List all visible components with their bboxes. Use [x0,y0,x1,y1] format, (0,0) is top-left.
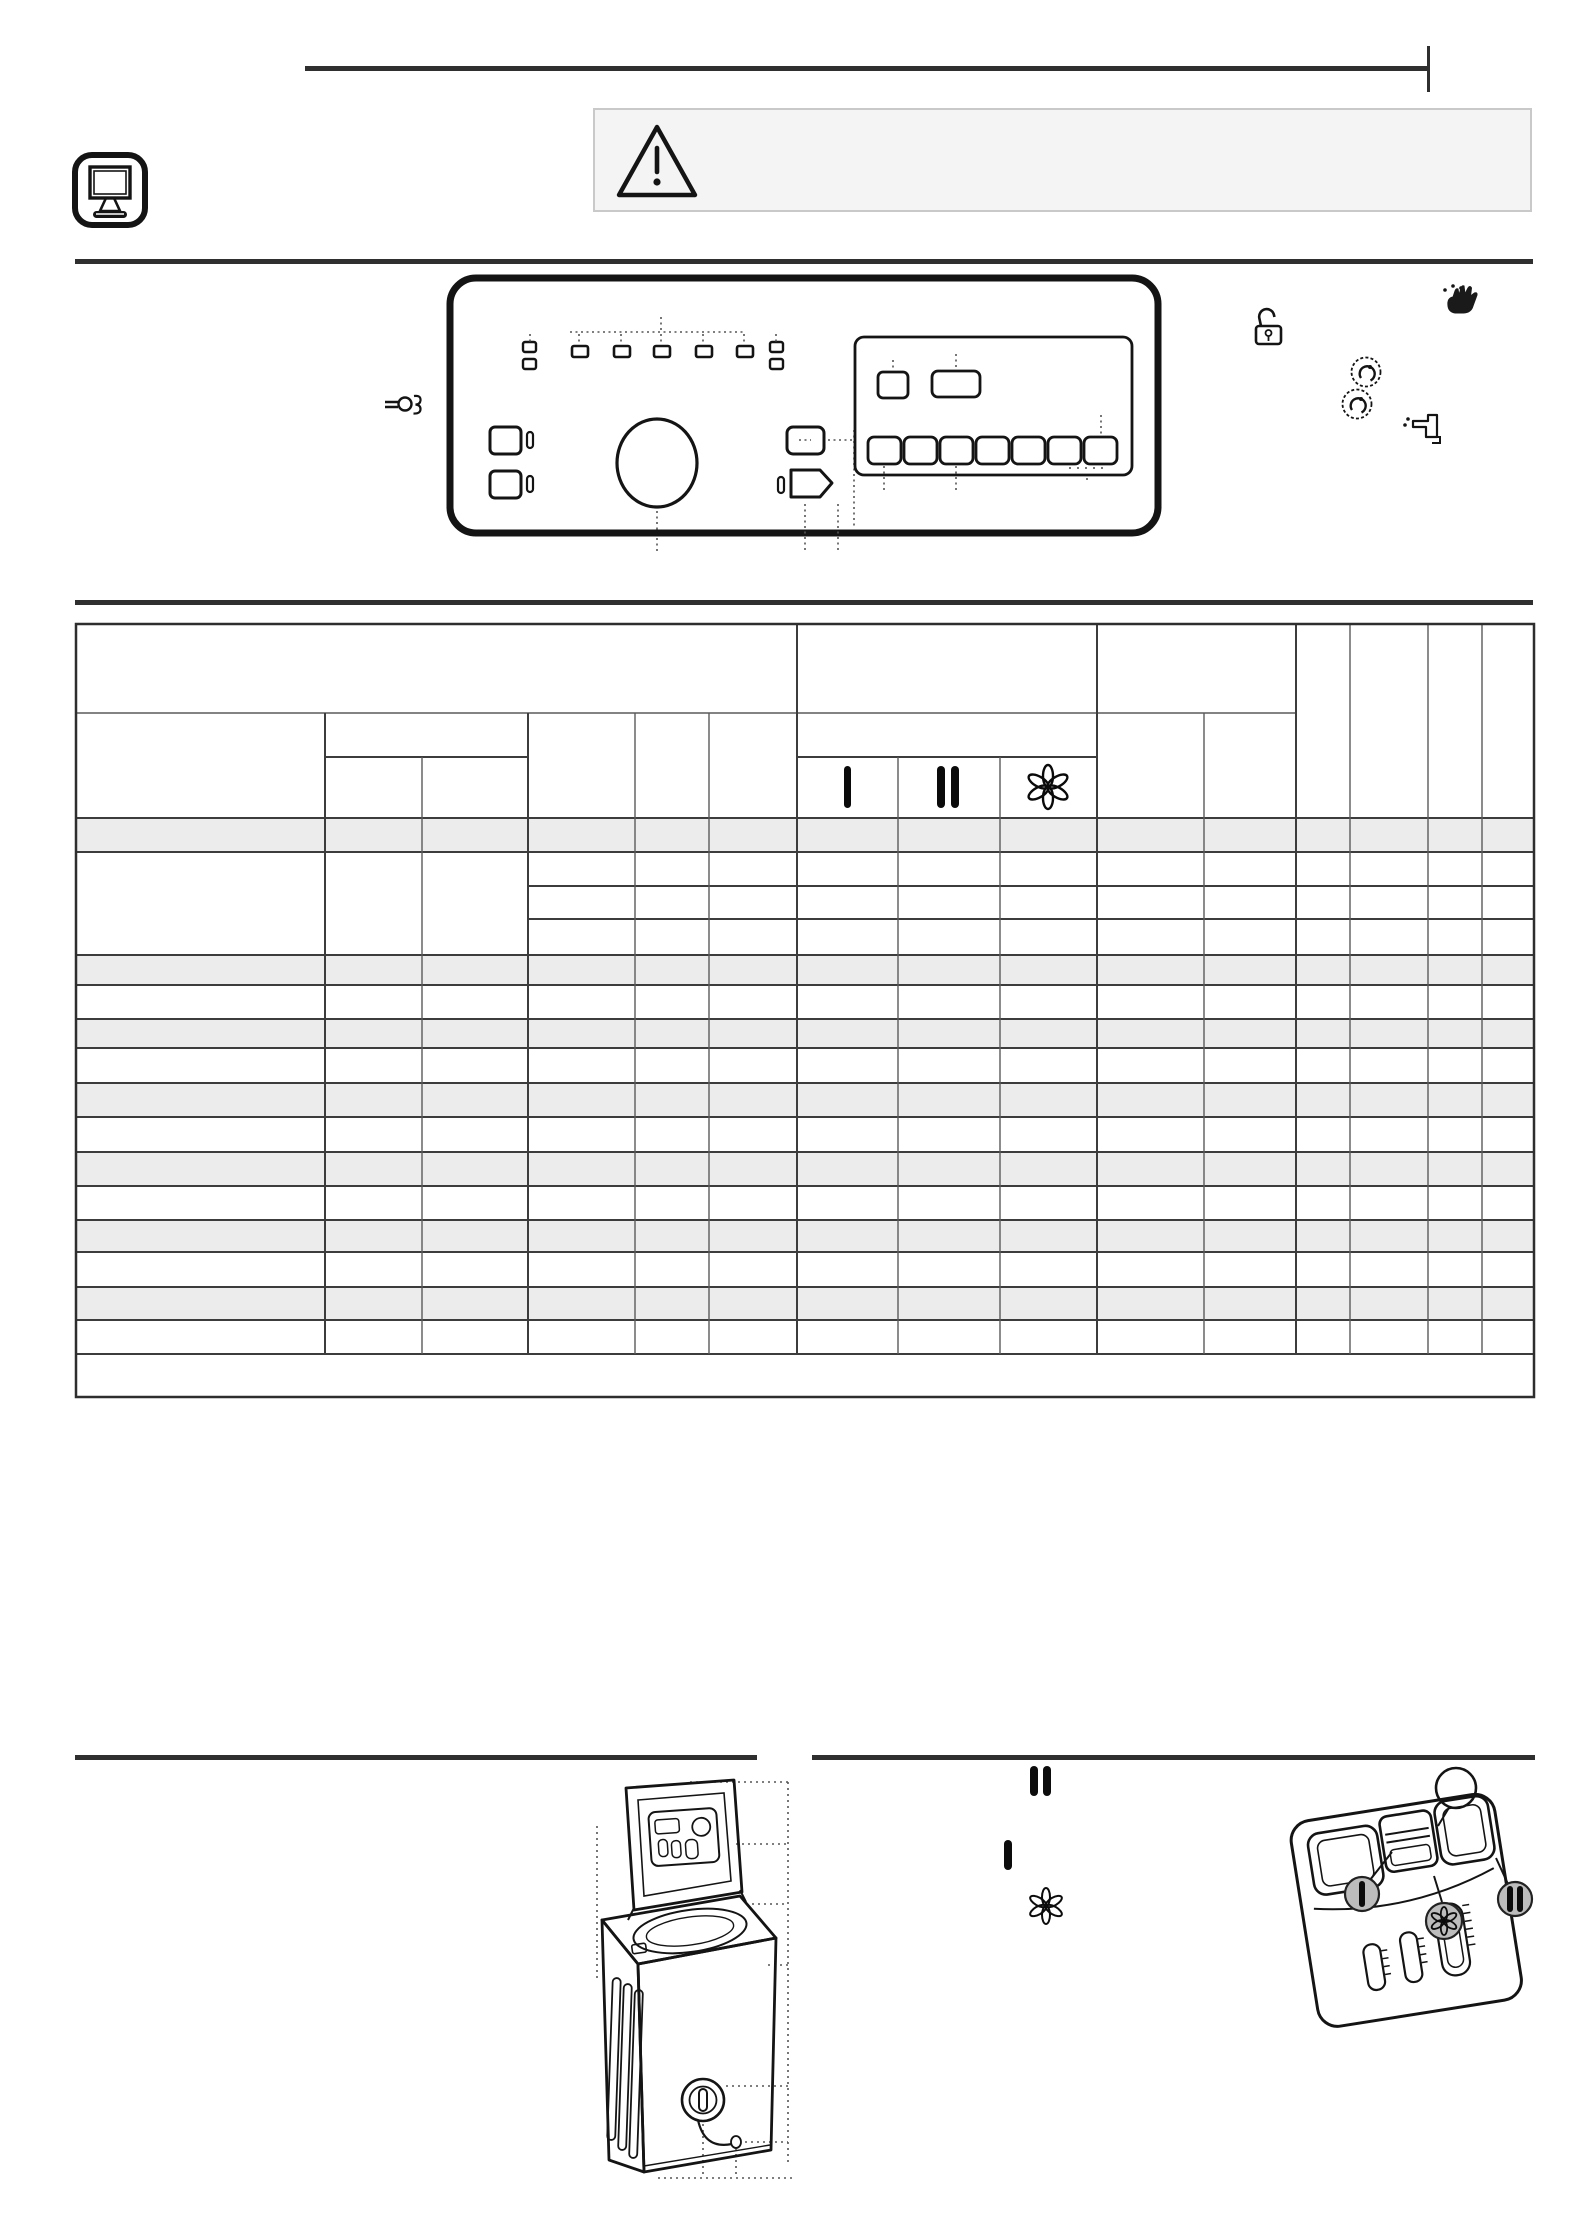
subpanel-button [904,437,937,464]
table-border [76,624,1534,1397]
table-row [77,1287,1533,1320]
subpanel-outline [855,337,1132,475]
badge-I [1345,1877,1379,1911]
led [614,346,630,357]
table-row [77,818,1533,852]
led [770,359,783,369]
program-table [75,623,1535,1398]
spin-icon [1352,358,1381,387]
key-icon [385,396,421,414]
led [770,342,783,352]
detergent-I-icon [844,766,851,808]
subpanel-button [868,437,901,464]
start-led [778,477,784,493]
panel-legend-icons [1240,280,1510,460]
pump-filter [682,2079,724,2121]
bottom-right-rule [812,1755,1535,1760]
softener-flower-icon [1026,765,1069,809]
filter-handle [699,2089,707,2111]
led-callout-dots [530,317,776,345]
subpanel-button [1012,437,1045,464]
led [523,359,536,369]
bullet-II-icon [1030,1766,1051,1796]
table-striped-rows [77,818,1533,1320]
bottom-left-rule [75,1755,757,1760]
water-tap-icon [1403,415,1440,443]
table-row [77,1019,1533,1048]
hand-wash-icon [1443,284,1477,313]
led [572,346,588,357]
web-monitor-icon [70,150,150,230]
option-button [490,471,521,498]
warning-triangle-icon [611,118,703,206]
drain-hose [698,2120,732,2145]
bullet-flower-icon [1028,1888,1064,1924]
start-button [791,470,832,497]
warning-box [593,108,1532,212]
header-rule-end-tick [1427,46,1430,92]
subpanel-button [1084,437,1117,464]
table-row [77,955,1533,985]
header-divider-rule [75,259,1533,264]
led [654,346,670,357]
badge-flower [1426,1903,1462,1939]
button-led [527,432,533,448]
pump-filter-inner [690,2087,717,2114]
drawer-body-group [1288,1792,1524,2030]
badge-leader [1434,1876,1442,1902]
table-row [77,1220,1533,1252]
control-panel-diagram [380,268,1170,560]
subpanel-callout-dots [884,354,1102,492]
spin-icon [1343,390,1372,419]
lid-panel [648,1808,720,1867]
subpanel-button [878,372,908,398]
drawer-body [1288,1792,1524,2030]
cabinet-base-seam [644,2145,770,2166]
table-row [77,1152,1533,1186]
cabinet-grooves [607,1978,643,2158]
top-loader-washer-illustration [540,1768,810,2188]
option-subpanel [855,337,1132,492]
progress-led-strip [523,342,783,369]
drain-hose-end [731,2136,741,2148]
bullet-I-icon [1004,1840,1012,1870]
monitor-stand [100,198,120,211]
subpanel-button [976,437,1009,464]
button-led [527,476,533,492]
subpanel-button [940,437,973,464]
panel-outline [450,278,1158,533]
subpanel-button [1048,437,1081,464]
option-buttons-left [490,427,533,498]
detergent-drawer-illustration [1268,1762,1568,2032]
led [523,342,536,352]
subpanel-button-wide [932,371,980,397]
table-row [77,1083,1533,1117]
led [737,346,753,357]
led [696,346,712,357]
header-top-rule [305,66,1430,71]
program-knob [617,419,697,507]
table-top-rule [75,600,1533,605]
lock-open-icon [1256,308,1281,344]
detergent-II-icon [937,766,959,808]
badge-II [1498,1882,1532,1916]
option-button [490,427,521,454]
dosing-ball [1436,1768,1476,1808]
